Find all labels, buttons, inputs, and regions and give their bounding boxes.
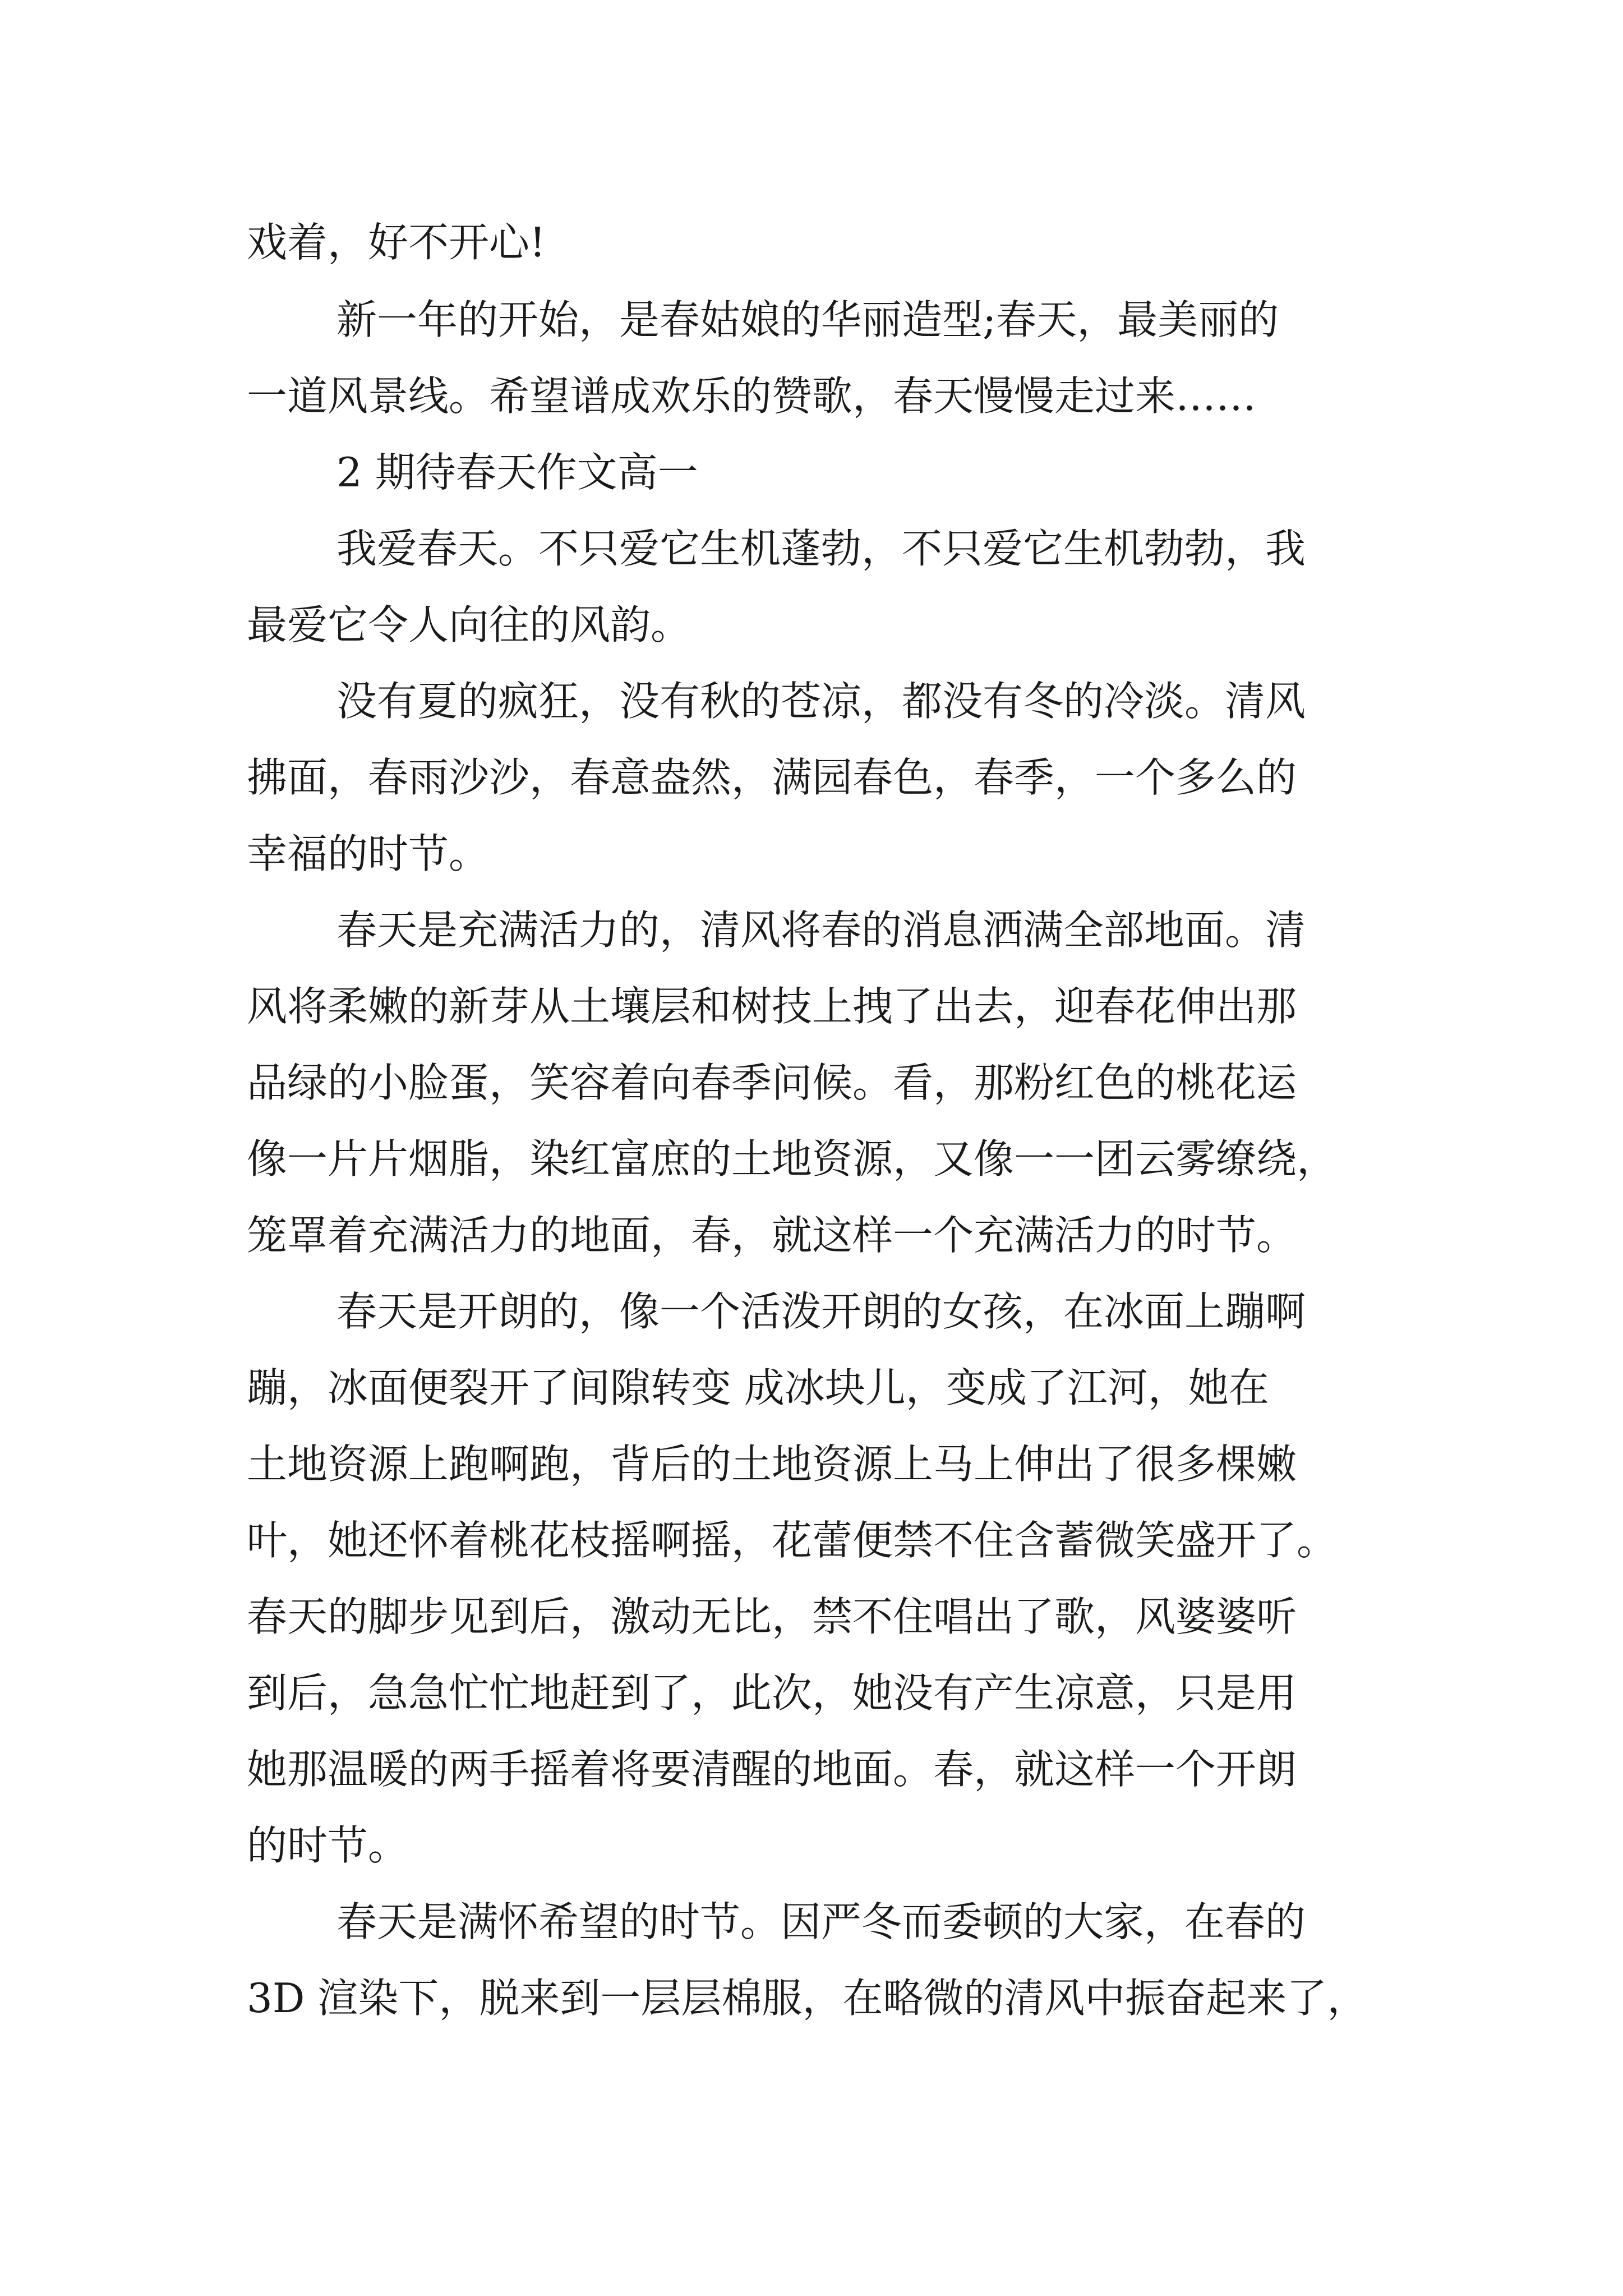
- text-line: 最爱它令人向往的风韵。: [247, 601, 691, 648]
- section-heading: 2 期待春天作文高一: [336, 449, 698, 496]
- text-line: 春天是开朗的，像一个活泼开朗的女孩，在冰面上蹦啊: [336, 1288, 1306, 1335]
- text-line: 春天的脚步见到后，激动无比，禁不住唱出了歌，风婆婆听: [247, 1593, 1297, 1640]
- text-line: 她那温暖的两手摇着将要清醒的地面。春，就这样一个开朗: [247, 1746, 1297, 1793]
- text-line: 幸福的时节。: [247, 830, 490, 877]
- text-line: 戏着，好不开心!: [247, 219, 546, 266]
- text-line: 到后，急急忙忙地赶到了，此次，她没有产生凉意，只是用: [247, 1669, 1297, 1717]
- text-line: 笼罩着充满活力的地面，春，就这样一个充满活力的时节。: [247, 1212, 1297, 1259]
- text-line: 我爱春天。不只爱它生机蓬勃，不只爱它生机勃勃，我: [336, 525, 1306, 572]
- text-line: 叶，她还怀着桃花枝摇啊摇，花蕾便禁不住含蓄微笑盛开了。: [247, 1517, 1338, 1564]
- text-line: 3D 渲染下，脱来到一层层棉服，在略微的清风中振奋起来了，: [247, 1975, 1368, 2022]
- text-line: 的时节。: [247, 1822, 409, 1869]
- text-line: 蹦，冰面便裂开了间隙转变 成冰块儿，变成了江河，她在: [247, 1364, 1269, 1411]
- text-line: 土地资源上跑啊跑，背后的土地资源上马上伸出了很多棵嫩: [247, 1441, 1297, 1488]
- text-line: 拂面，春雨沙沙，春意盎然，满园春色，春季，一个多么的: [247, 754, 1297, 801]
- text-line: 春天是满怀希望的时节。因严冬而委顿的大家，在春的: [336, 1898, 1306, 1945]
- text-line: 一道风景线。希望谱成欢乐的赞歌，春天慢慢走过来……: [247, 372, 1257, 420]
- text-line: 像一片片烟脂，染红富庶的土地资源，又像一一团云雾缭绕，: [247, 1135, 1338, 1182]
- text-line: 新一年的开始，是春姑娘的华丽造型;春天，最美丽的: [336, 296, 1279, 343]
- text-line: 没有夏的疯狂，没有秋的苍凉，都没有冬的冷淡。清风: [336, 678, 1306, 725]
- text-line: 春天是充满活力的，清风将春的消息洒满全部地面。清: [336, 907, 1306, 954]
- text-line: 品绿的小脸蛋，笑容着向春季问候。看，那粉红色的桃花运: [247, 1059, 1297, 1106]
- text-line: 风将柔嫩的新芽从土壤层和树技上拽了出去，迎春花伸出那: [247, 983, 1297, 1030]
